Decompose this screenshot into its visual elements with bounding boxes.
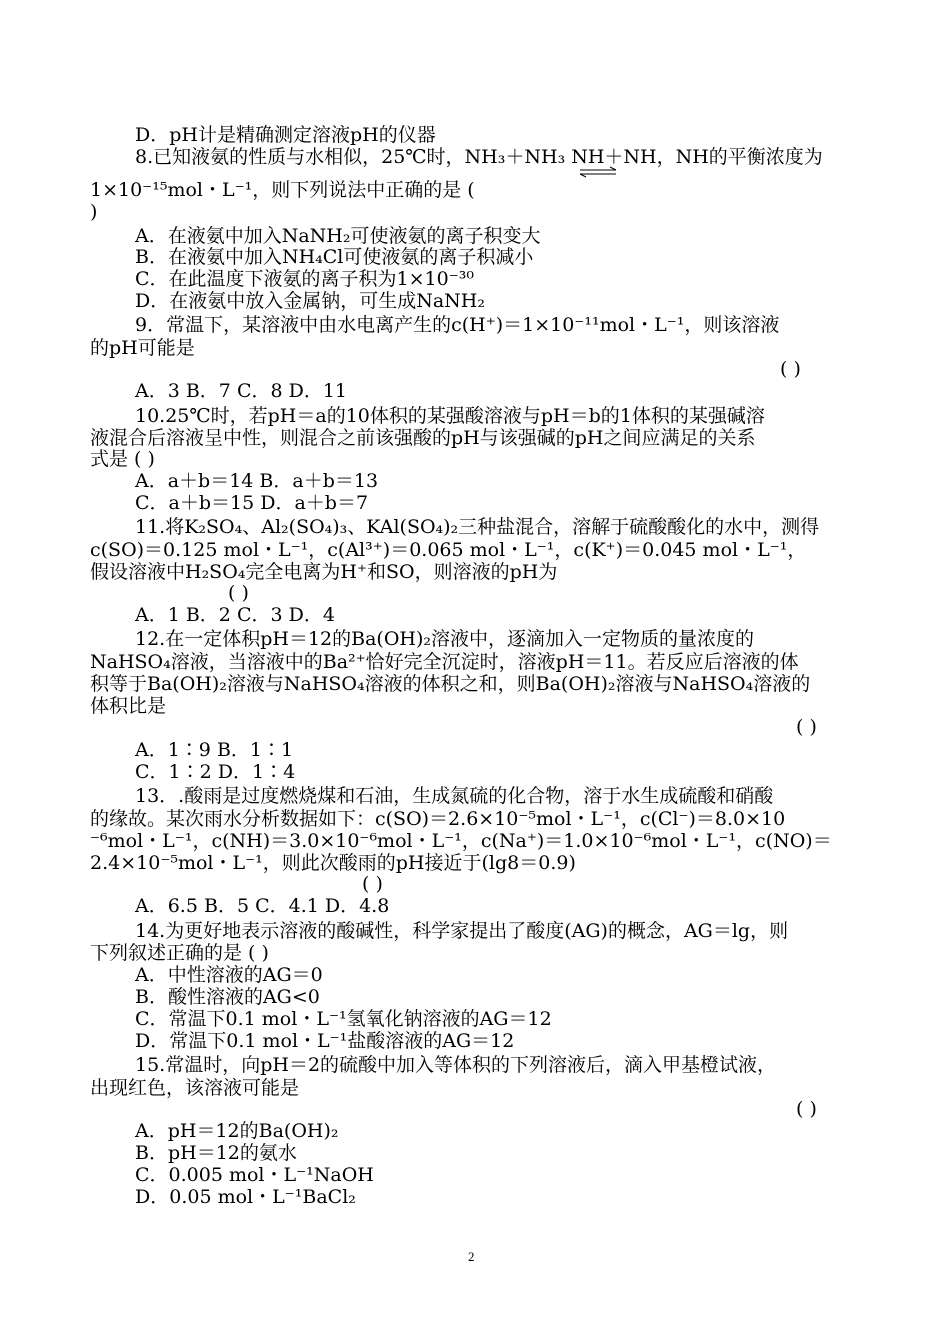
q14-option-c: C．常温下0.1 mol・L⁻¹氢氧化钠溶液的AG＝12 [135,1008,552,1030]
q13-stem-line3: ⁻⁶mol・L⁻¹，c(NH)＝3.0×10⁻⁶mol・L⁻¹，c(Na⁺)＝1.0×10⁻⁶mol・L⁻¹，c(NO)＝ [90,830,832,852]
q7-option-d: D．pH计是精确测定溶液pH的仪器 [135,124,436,146]
q13-options: A．6.5 B．5 C．4.1 D．4.8 [135,895,390,917]
q10-stem-line1: 10.25℃时，若pH＝a的10体积的某强酸溶液与pH＝b的1体积的某强碱溶 [135,405,765,427]
q8-option-a: A．在液氨中加入NaNH₂可使液氨的离子积变大 [135,225,541,247]
q10-stem-line2: 液混合后溶液呈中性，则混合之前该强酸的pH与该强碱的pH之间应满足的关系 [90,427,756,449]
q14-stem-line2: 下列叙述正确的是 ( ) [90,942,269,964]
q12-options-cd: C．1∶2 D．1∶4 [135,761,296,783]
q15-answer-paren: ( ) [796,1098,817,1120]
q15-option-a: A．pH＝12的Ba(OH)₂ [135,1120,339,1142]
q12-stem-line2: NaHSO₄溶液，当溶液中的Ba²⁺恰好完全沉淀时，溶液pH＝11。若反应后溶液的体 [90,651,799,673]
q8-answer-paren: ) [90,201,98,223]
q15-option-c: C．0.005 mol・L⁻¹NaOH [135,1164,374,1186]
q13-stem-line1: 13．.酸雨是过度燃烧煤和石油，生成氮硫的化合物，溶于水生成硫酸和硝酸 [135,785,774,807]
q8-option-b: B．在液氨中加入NH₄Cl可使液氨的离子积减小 [135,246,534,268]
q12-stem-line1: 12.在一定体积pH＝12的Ba(OH)₂溶液中，逐滴加入一定物质的量浓度的 [135,628,755,650]
q10-options-ab: A．a＋b＝14 B．a＋b＝13 [135,470,379,492]
q11-options: A．1 B．2 C．3 D．4 [135,604,335,626]
q9-answer-paren: ( ) [780,358,801,380]
q9-options: A．3 B．7 C．8 D．11 [135,380,348,402]
q10-stem-line3: 式是 ( ) [90,448,155,470]
q12-options-ab: A．1∶9 B．1∶1 [135,739,294,761]
equilibrium-arrow-icon [578,166,618,178]
q8-stem-line1: 8.已知液氨的性质与水相似，25℃时，NH₃＋NH₃ NH＋NH，NH的平衡浓度为 [135,146,823,168]
q12-answer-paren: ( ) [796,716,817,738]
q15-option-d: D．0.05 mol・L⁻¹BaCl₂ [135,1186,356,1208]
q14-option-a: A．中性溶液的AG＝0 [135,964,323,986]
q15-stem-line2: 出现红色，该溶液可能是 [90,1077,300,1099]
q8-stem-line2: 1×10⁻¹⁵mol・L⁻¹，则下列说法中正确的是 ( [90,179,475,201]
q15-stem-line1: 15.常温时，向pH＝2的硫酸中加入等体积的下列溶液后，滴入甲基橙试液， [135,1054,777,1076]
q13-stem-line2: 的缘故。某次雨水分析数据如下：c(SO)＝2.6×10⁻⁵mol・L⁻¹，c(Cl⁻)＝8.0×10 [90,808,786,830]
q9-stem-line2: 的pH可能是 [90,337,195,359]
q11-stem-line3: 假设溶液中H₂SO₄完全电离为H⁺和SO，则溶液的pH为 [90,561,558,583]
q8-option-d: D．在液氨中放入金属钠，可生成NaNH₂ [135,290,485,312]
q14-option-b: B．酸性溶液的AG<0 [135,986,320,1008]
q14-stem-line1: 14.为更好地表示溶液的酸碱性，科学家提出了酸度(AG)的概念，AG＝lg，则 [135,920,789,942]
q11-stem-line2: c(SO)＝0.125 mol・L⁻¹，c(Al³⁺)＝0.065 mol・L⁻¹，c(K⁺)＝0.045 mol・L⁻¹， [90,539,807,561]
q10-options-cd: C．a＋b＝15 D．a＋b＝7 [135,492,369,514]
q11-stem-line1: 11.将K₂SO₄、Al₂(SO₄)₃、KAl(SO₄)₂三种盐混合，溶解于硫酸酸化的水中，测得 [135,516,820,538]
page-number: 2 [468,1249,475,1264]
q11-answer-paren: ( ) [228,582,249,604]
q9-stem-line1: 9．常温下，某溶液中由水电离产生的c(H⁺)＝1×10⁻¹¹mol・L⁻¹，则该溶液 [135,314,780,336]
q12-stem-line3: 积等于Ba(OH)₂溶液与NaHSO₄溶液的体积之和，则Ba(OH)₂溶液与NaHSO₄溶液的 [90,673,811,695]
q13-stem-line4: 2.4×10⁻⁵mol・L⁻¹，则此次酸雨的pH接近于(lg8＝0.9) [90,852,576,874]
q13-answer-paren: ( ) [362,873,383,895]
q8-option-c: C．在此温度下液氨的离子积为1×10⁻³⁰ [135,268,474,290]
q14-option-d: D．常温下0.1 mol・L⁻¹盐酸溶液的AG＝12 [135,1030,515,1052]
q15-option-b: B．pH＝12的氨水 [135,1142,297,1164]
q12-stem-line4: 体积比是 [90,695,167,717]
